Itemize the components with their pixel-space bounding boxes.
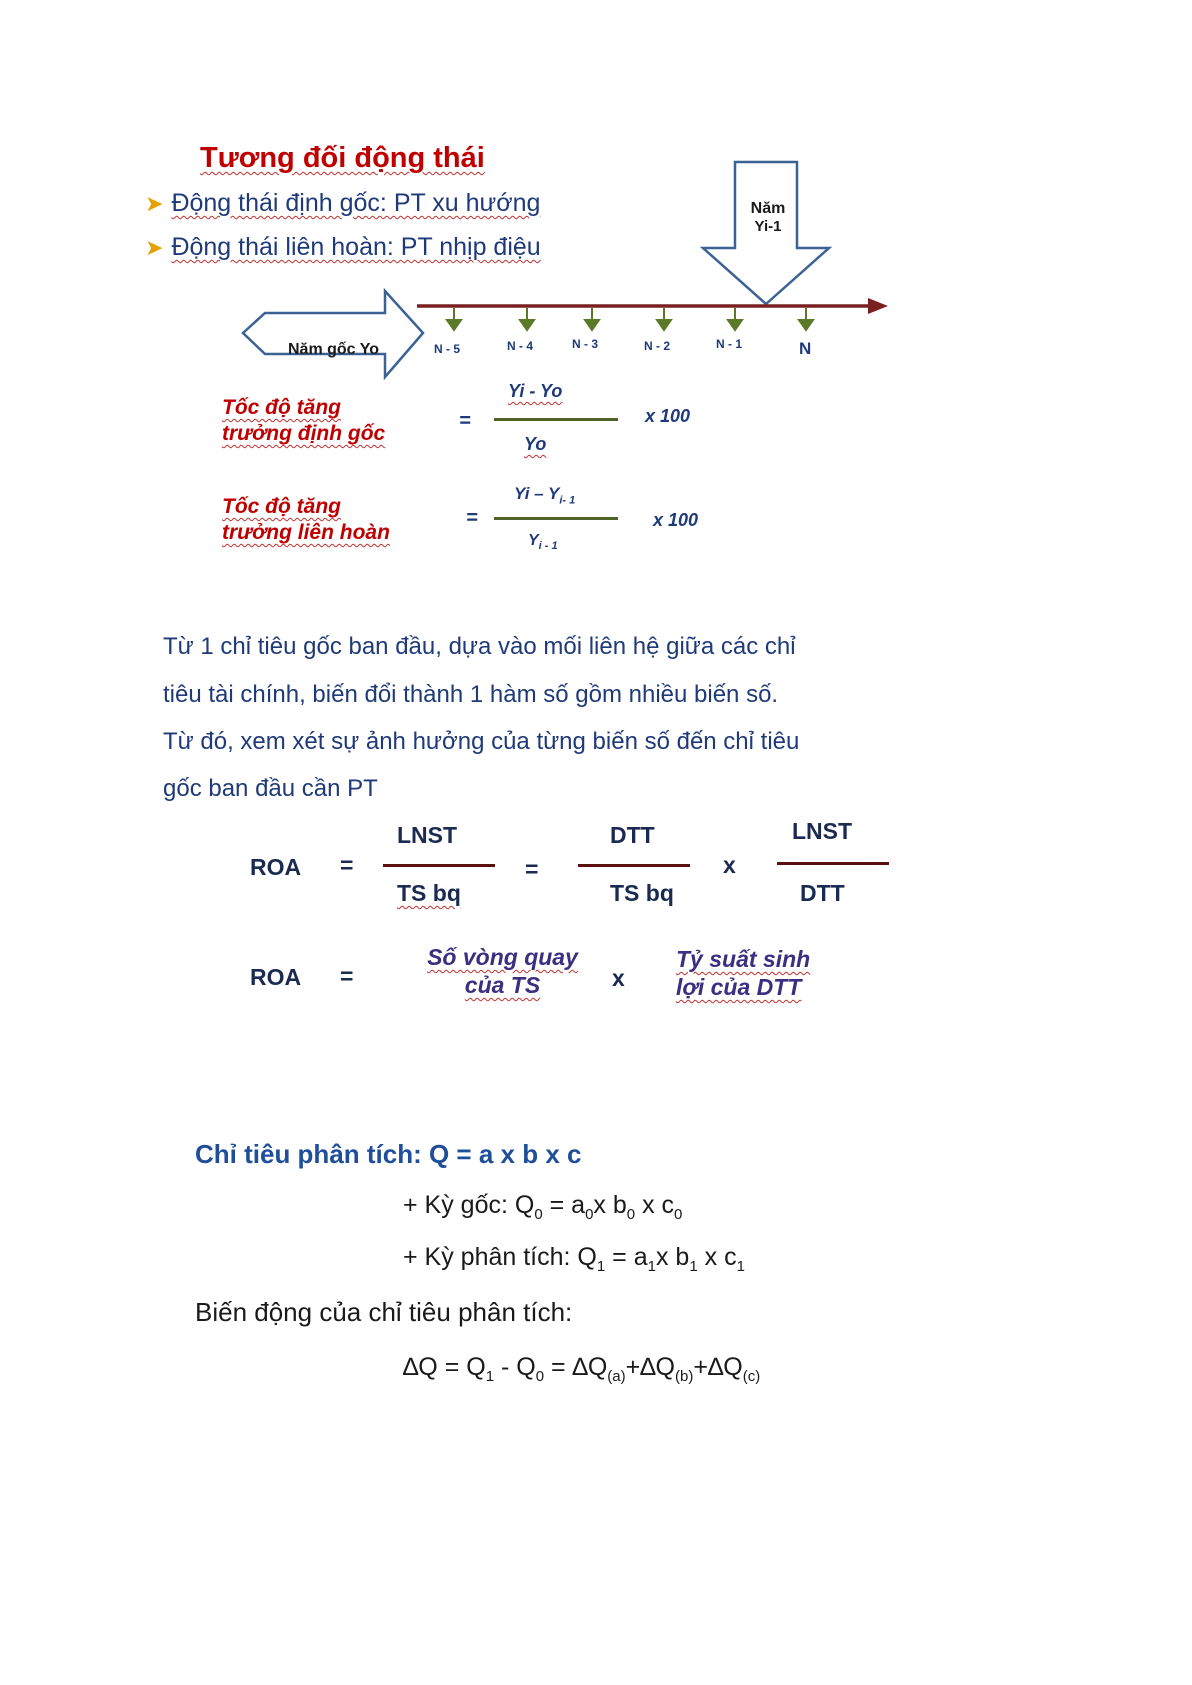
fraction-line: [494, 418, 618, 421]
paragraph-line: gốc ban đầu cần PT: [163, 775, 378, 802]
fraction-line: [383, 864, 495, 867]
analysis-period-formula: + Kỳ phân tích: $Q_1 = a_1x$ $b_1$ x $c_1$: [403, 1243, 745, 1275]
asset-turnover-term: Số vòng quay của TS: [427, 944, 578, 998]
variation-title: Biến động của chỉ tiêu phân tích:: [195, 1297, 573, 1327]
fixed-multiplier: x 100: [645, 406, 691, 426]
tick-arrow-icon: [657, 320, 671, 330]
profit-margin-term: Tỷ suất sinh lợi của DTT: [676, 946, 811, 1000]
tick-arrow-icon: [447, 320, 461, 330]
tick-arrow-icon: [799, 320, 813, 330]
fraction-denominator: DTT: [800, 880, 845, 906]
base-period-formula: + Kỳ gốc: $Q_0 = a_0x$ $b_0$ x $c_0$: [403, 1191, 683, 1223]
section-title: Tương đối động thái: [200, 142, 485, 174]
bullet-text: Động thái liên hoàn: PT nhịp điệu: [171, 233, 541, 261]
times-sign: x: [723, 852, 736, 878]
tick-label: N - 1: [716, 337, 743, 351]
fraction-line: [777, 862, 889, 865]
fraction-denominator: TS bq: [610, 880, 674, 906]
bullet-text: Động thái định gốc: PT xu hướng: [171, 189, 541, 217]
fixed-numerator: Yi - Yo: [508, 381, 563, 401]
analysis-title: Chỉ tiêu phân tích: Q = a x b x c: [195, 1139, 582, 1169]
chain-numerator: Yi – $Y_{i- 1}$: [514, 484, 576, 507]
tick-label: N - 5: [434, 342, 461, 356]
tick-label: N - 4: [507, 339, 534, 353]
roa-label: ROA: [250, 854, 302, 880]
base-arrow-label: Năm gốc Yo: [288, 341, 379, 358]
tick-label: N - 2: [644, 339, 671, 353]
fraction-numerator: LNST: [397, 822, 458, 848]
fraction-line: [578, 864, 690, 867]
timeline-arrowhead: [868, 298, 888, 314]
fraction-numerator: DTT: [610, 822, 655, 848]
fraction-numerator: LNST: [792, 818, 853, 844]
equals-sign: =: [525, 856, 539, 882]
tick-arrow-icon: [728, 320, 742, 330]
down-arrow-label: Năm Yi-1: [750, 200, 786, 235]
equals-sign: =: [466, 507, 478, 529]
tick-arrow-icon: [585, 320, 599, 330]
fraction-denominator: TS bq: [397, 880, 461, 906]
fraction-line: [494, 517, 618, 520]
tick-label: N: [799, 339, 812, 358]
equals-sign: =: [340, 852, 354, 878]
tick-label: N - 3: [572, 337, 599, 351]
delta-formula: $\Delta Q = Q_1 - Q_0 = \Delta Q_{(a)}+\Delta Q_{(b)}+\Delta Q_{(c)}$: [403, 1353, 761, 1385]
fixed-growth-label: Tốc độ tăng trưởng định gốc: [222, 396, 386, 445]
paragraph-line: Từ 1 chỉ tiêu gốc ban đầu, dựa vào mối liên hệ giữa các chỉ: [163, 633, 796, 660]
equals-sign: =: [340, 963, 354, 989]
bullet-arrow-icon: ➤: [145, 191, 164, 216]
times-sign: x: [612, 965, 625, 991]
roa-label: ROA: [250, 964, 302, 990]
base-arrow-shape: [243, 291, 423, 377]
chain-multiplier: x 100: [653, 510, 699, 530]
bullet-arrow-icon: ➤: [145, 235, 164, 260]
paragraph-line: tiêu tài chính, biến đổi thành 1 hàm số gồm nhiều biến số.: [163, 681, 779, 708]
paragraph-line: Từ đó, xem xét sự ảnh hưởng của từng biến số đến chỉ tiêu: [163, 728, 800, 755]
equals-sign: =: [459, 410, 471, 432]
tick-arrow-icon: [520, 320, 534, 330]
chain-growth-label: Tốc độ tăng trưởng liên hoàn: [222, 495, 390, 544]
chain-denominator: $Y_{i - 1}$: [528, 532, 558, 553]
fixed-denominator: Yo: [524, 434, 547, 454]
